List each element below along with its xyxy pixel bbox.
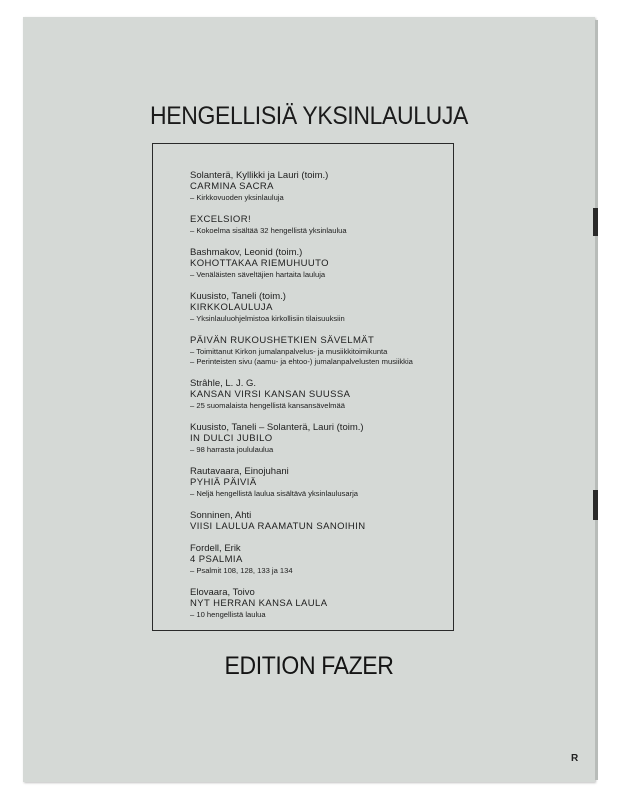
entry-notes: [190, 226, 448, 236]
entry-note: – Kirkkovuoden yksinlauluja: [190, 193, 448, 203]
entry-author: Fordell, Erik: [190, 543, 241, 554]
entry-note: – Venäläisten säveltäjien hartaita lauluja: [190, 270, 448, 280]
entry-author: Elovaara, Toivo: [190, 587, 255, 598]
entry-note: – Toimittanut Kirkon jumalanpalvelus- ja musiikkitoimikunta: [190, 347, 448, 357]
entry-title: NYT HERRAN KANSA LAULA: [190, 598, 328, 609]
catalog-entry: [190, 543, 448, 576]
catalog-entry: [190, 335, 448, 367]
corner-mark: R: [571, 753, 579, 764]
entry-title: CARMINA SACRA: [190, 181, 274, 192]
catalog-entry: [190, 422, 448, 455]
entry-title: PYHIÄ PÄIVIÄ: [190, 477, 257, 488]
entry-title: IN DULCI JUBILO: [190, 433, 273, 444]
entry-author: Rautavaara, Einojuhani: [190, 466, 289, 477]
entry-notes: [190, 445, 448, 455]
entry-notes: [190, 270, 448, 280]
catalog-entry: [190, 247, 448, 280]
entry-author: Kuusisto, Taneli (toim.): [190, 291, 286, 302]
entry-title: EXCELSIOR!: [190, 214, 252, 225]
catalog-entry: [190, 587, 448, 620]
entry-notes: [190, 347, 448, 367]
entry-title: VIISI LAULUA RAAMATUN SANOIHIN: [190, 521, 366, 532]
entry-notes: [190, 489, 448, 499]
entry-title: KANSAN VIRSI KANSAN SUUSSA: [190, 389, 351, 400]
entry-notes: [190, 314, 448, 324]
entry-author: Sonninen, Ahti: [190, 510, 252, 521]
entry-author: Bashmakov, Leonid (toim.): [190, 247, 303, 258]
entry-title: KOHOTTAKAA RIEMUHUUTO: [190, 258, 329, 269]
binding-tab-upper: [593, 208, 598, 236]
entry-notes: [190, 401, 448, 411]
entry-note: – Neljä hengellistä laulua sisältävä yksinlaulusarja: [190, 489, 448, 499]
catalog-list: [190, 170, 448, 631]
entry-note: – Kokoelma sisältää 32 hengellistä yksinlaulua: [190, 226, 448, 236]
entry-author: Solanterä, Kyllikki ja Lauri (toim.): [190, 170, 329, 181]
entry-title: KIRKKOLAULUJA: [190, 302, 273, 313]
entry-title: 4 PSALMIA: [190, 554, 243, 565]
catalog-entry: [190, 378, 448, 411]
catalog-entry: [190, 466, 448, 499]
entry-note: – Perinteisten sivu (aamu- ja ehtoo-) jumalanpalvelusten musiikkia: [190, 357, 448, 367]
binding-tab-lower: [593, 490, 598, 520]
entry-note: – Yksinlauluohjelmistoa kirkollisiin tilaisuuksiin: [190, 314, 448, 324]
page-edge: [595, 20, 598, 780]
entry-author: Kuusisto, Taneli – Solanterä, Lauri (toim.): [190, 422, 364, 433]
entry-notes: [190, 566, 448, 576]
entry-notes: [190, 193, 448, 203]
catalog-entry: [190, 214, 448, 236]
entry-author: Strâhle, L. J. G.: [190, 378, 256, 389]
entry-note: – 98 harrasta joululaulua: [190, 445, 448, 455]
entry-title: PÄIVÄN RUKOUSHETKIEN SÄVELMÄT: [190, 335, 375, 346]
entry-notes: [190, 610, 448, 620]
catalog-entry: [190, 291, 448, 324]
catalog-entry: [190, 170, 448, 203]
entry-note: – 10 hengellistä laulua: [190, 610, 448, 620]
entry-note: – Psalmit 108, 128, 133 ja 134: [190, 566, 448, 576]
cover-title: HENGELLISIÄ YKSINLAULUJA: [149, 102, 468, 130]
catalog-entry: [190, 510, 448, 532]
publisher-name: EDITION FAZER: [224, 652, 394, 680]
entry-note: – 25 suomalaista hengellistä kansansävelmää: [190, 401, 448, 411]
